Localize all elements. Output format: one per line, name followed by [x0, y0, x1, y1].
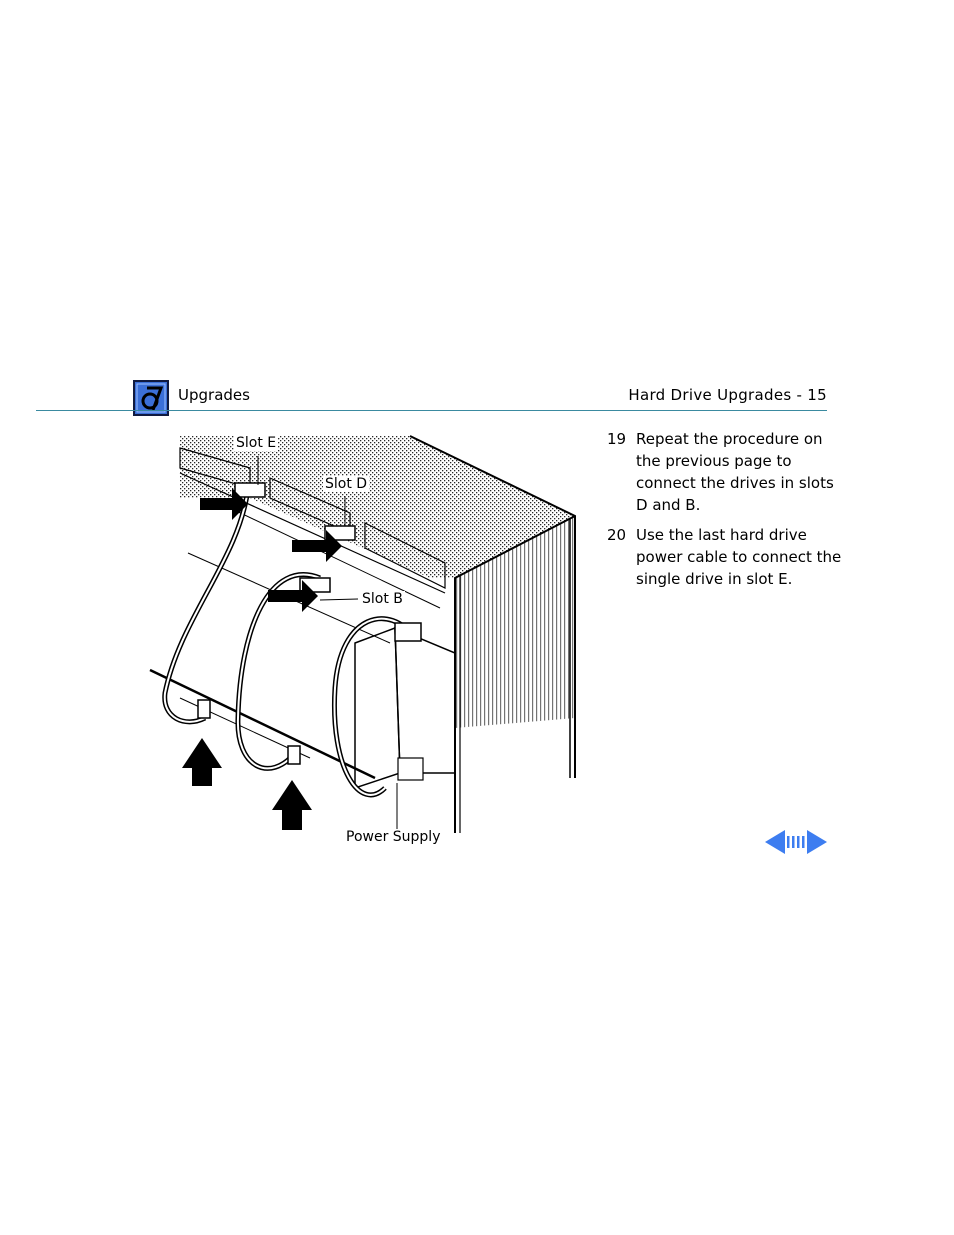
step-number: 19 — [607, 430, 627, 448]
callout-slot-d: Slot D — [325, 476, 368, 492]
header-divider — [36, 410, 827, 411]
callout-power-supply: Power Supply — [346, 829, 441, 845]
page-header — [133, 380, 827, 412]
callout-slot-b: Slot B — [362, 591, 403, 607]
instruction-steps — [607, 428, 847, 598]
index-bars-icon[interactable] — [786, 830, 806, 854]
page-navigation — [765, 830, 827, 854]
left-arrow-icon[interactable] — [765, 830, 785, 854]
step-text: Use the last hard drive power cable to connect the single drive in slot E. — [636, 526, 842, 588]
step-19 — [607, 428, 847, 516]
step-number: 20 — [607, 526, 627, 544]
section-title: Upgrades — [178, 386, 250, 404]
step-text: Repeat the procedure on the previous page to connect the drives in slots D and B. — [636, 430, 834, 514]
right-arrow-icon[interactable] — [807, 830, 827, 854]
callout-slot-e: Slot E — [236, 435, 277, 451]
page-title: Hard Drive Upgrades - 15 — [628, 386, 827, 404]
step-20 — [607, 524, 847, 590]
illustration — [140, 428, 585, 853]
